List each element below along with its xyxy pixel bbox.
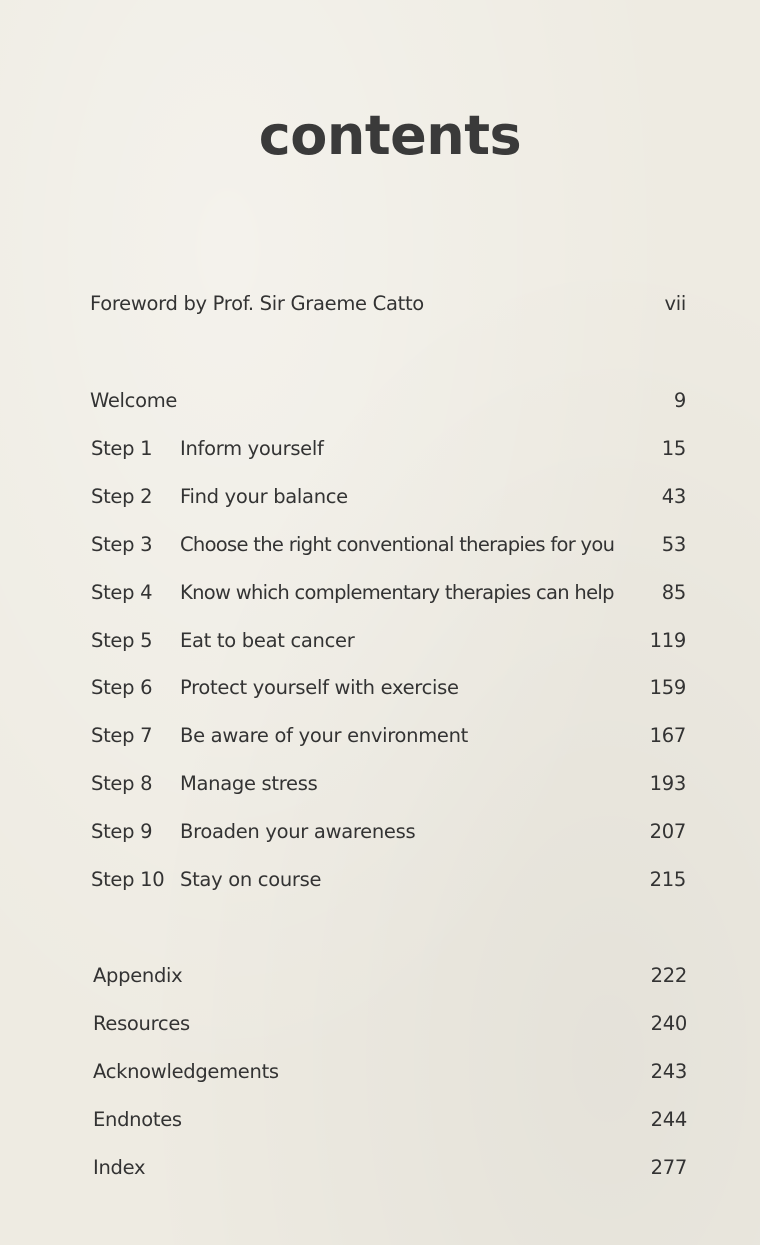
toc-entry-label: Endnotes xyxy=(93,1108,182,1131)
toc-entry-welcome xyxy=(90,386,686,416)
toc-entry-step-5 xyxy=(91,626,686,656)
toc-entry-label: Acknowledgements xyxy=(93,1060,279,1083)
toc-step-title: Manage stress xyxy=(180,772,318,795)
page-title: contents xyxy=(258,104,522,167)
toc-step-title: Be aware of your environment xyxy=(180,724,469,747)
toc-entry-step-9 xyxy=(91,817,686,847)
toc-entry-step-8 xyxy=(91,769,686,799)
toc-entry-page: vii xyxy=(664,292,686,315)
toc-entry-page: 207 xyxy=(649,820,686,843)
toc-entry-acknowledgements xyxy=(93,1057,687,1087)
toc-step-title: Eat to beat cancer xyxy=(180,629,355,652)
toc-entry-step-1 xyxy=(91,434,686,464)
toc-entry-page: 244 xyxy=(650,1108,687,1131)
toc-step-number: Step 1 xyxy=(91,437,153,460)
toc-entry-page: 167 xyxy=(649,724,686,747)
toc-entry-page: 277 xyxy=(650,1156,687,1179)
toc-entry-label: Appendix xyxy=(93,964,183,987)
toc-entry-step-7 xyxy=(91,721,686,751)
toc-entry-page: 243 xyxy=(650,1060,687,1083)
toc-entry-page: 53 xyxy=(661,533,686,556)
toc-entry-appendix xyxy=(93,961,687,991)
toc-step-number: Step 9 xyxy=(91,820,153,843)
toc-step-number: Step 5 xyxy=(91,629,153,652)
toc-entry-label: Resources xyxy=(93,1012,190,1035)
toc-entry-page: 215 xyxy=(649,868,686,891)
toc-entry-index xyxy=(93,1153,687,1183)
toc-entry-step-4 xyxy=(91,578,686,608)
toc-entry-label: Foreword by Prof. Sir Graeme Catto xyxy=(90,292,424,315)
toc-step-title: Know which complementary therapies can help xyxy=(180,581,614,604)
toc-step-number: Step 7 xyxy=(91,724,153,747)
toc-entry-page: 222 xyxy=(650,964,687,987)
toc-entry-page: 119 xyxy=(649,629,686,652)
toc-entry-step-10 xyxy=(91,865,686,895)
toc-step-title: Protect yourself with exercise xyxy=(180,676,459,699)
toc-entry-page: 85 xyxy=(661,581,686,604)
toc-step-title: Choose the right conventional therapies for you xyxy=(180,533,615,556)
toc-step-title: Inform yourself xyxy=(180,437,324,460)
toc-step-number: Step 10 xyxy=(91,868,165,891)
toc-entry-page: 193 xyxy=(649,772,686,795)
toc-step-title: Find your balance xyxy=(180,485,348,508)
toc-entry-page: 43 xyxy=(661,485,686,508)
toc-entry-label: Welcome xyxy=(90,389,178,412)
toc-entry-label: Index xyxy=(93,1156,146,1179)
toc-entry-step-6 xyxy=(91,673,686,703)
toc-entry-page: 240 xyxy=(650,1012,687,1035)
toc-step-number: Step 2 xyxy=(91,485,153,508)
toc-entry-step-3 xyxy=(91,530,686,560)
toc-entry-step-2 xyxy=(91,482,686,512)
toc-step-number: Step 4 xyxy=(91,581,153,604)
toc-entry-resources xyxy=(93,1009,687,1039)
toc-step-number: Step 3 xyxy=(91,533,153,556)
toc-step-number: Step 8 xyxy=(91,772,153,795)
toc-entry-endnotes xyxy=(93,1105,687,1135)
toc-entry-page: 15 xyxy=(661,437,686,460)
toc-entry-foreword xyxy=(90,289,686,319)
toc-step-title: Broaden your awareness xyxy=(180,820,416,843)
toc-step-title: Stay on course xyxy=(180,868,322,891)
toc-entry-page: 9 xyxy=(673,389,686,412)
toc-entry-page: 159 xyxy=(649,676,686,699)
toc-step-number: Step 6 xyxy=(91,676,153,699)
